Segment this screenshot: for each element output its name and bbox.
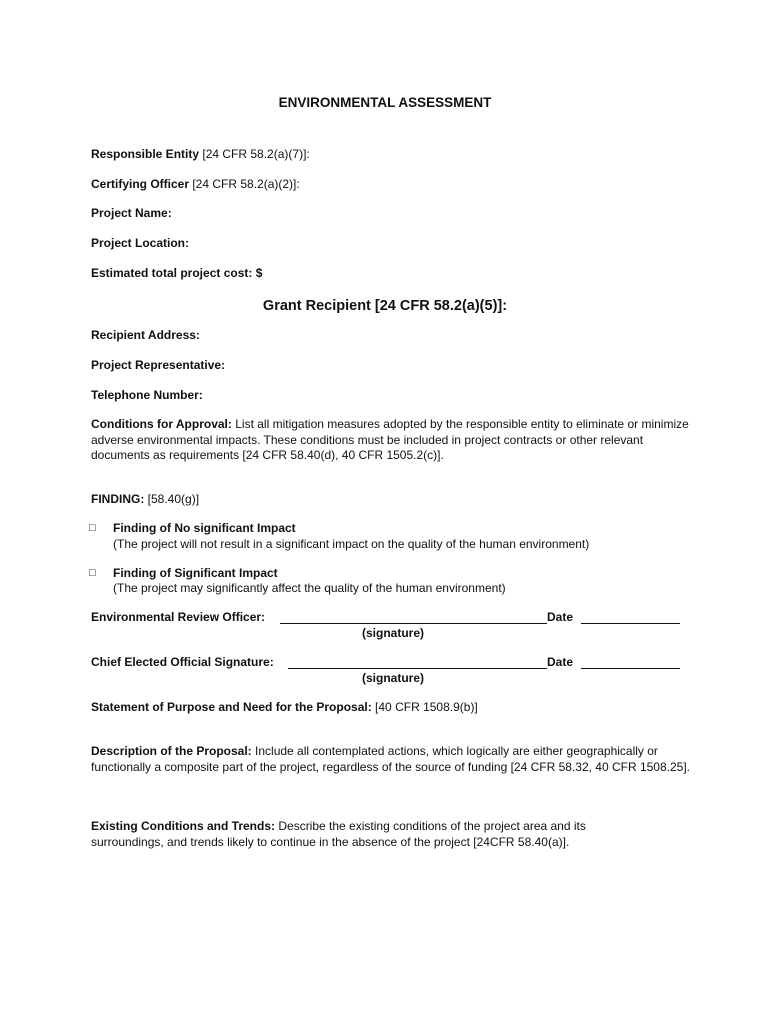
document-title: ENVIRONMENTAL ASSESSMENT: [278, 95, 492, 110]
existing-label: Existing Conditions and Trends:: [91, 819, 276, 833]
grant-recipient-heading: Grant Recipient [24 CFR 58.2(a)(5)]:: [262, 298, 508, 314]
field-label: Estimated total project cost: $: [91, 266, 263, 280]
checkbox-no-significant-impact[interactable]: □: [89, 522, 96, 534]
date-label-text: Date: [547, 610, 574, 624]
field-recipient-address: [91, 328, 200, 343]
finding-option-description: (The project will not result in a significant impact on the quality of the human environment): [113, 537, 590, 551]
field-project-representative: [91, 358, 225, 373]
purpose-reference: [40 CFR 1508.9(b)]: [371, 700, 478, 714]
conditions-label: Conditions for Approval:: [91, 417, 232, 431]
checkbox-significant-impact[interactable]: □: [89, 567, 96, 579]
statement-of-purpose: [91, 700, 478, 715]
env-review-officer-label: [91, 610, 265, 625]
signature-caption-text: (signature): [362, 671, 425, 685]
env-review-officer-signature-line[interactable]: [280, 623, 547, 624]
description-text: Include all contemplated actions, which logically are either geographically or functionally a composite part of the project, regardless of the source of funding [24 CFR 58.32, 40 CFR 1508.25].: [91, 744, 691, 774]
signature-caption: [362, 626, 424, 641]
date-label: [547, 655, 573, 670]
chief-official-signature-line[interactable]: [288, 668, 547, 669]
finding-option-title-text: Finding of Significant Impact: [113, 566, 278, 580]
description-of-proposal: [91, 744, 691, 775]
field-label: Certifying Officer: [91, 177, 190, 191]
signature-label-text: Chief Elected Official Signature:: [91, 655, 274, 669]
chief-official-label: [91, 655, 274, 670]
signature-caption: [362, 671, 424, 686]
finding-label: FINDING:: [91, 492, 145, 506]
signature-caption-text: (signature): [362, 626, 425, 640]
date-label-text: Date: [547, 655, 574, 669]
description-label: Description of the Proposal:: [91, 744, 252, 758]
finding-option-title: [113, 521, 296, 536]
finding-option-title-text: Finding of No significant Impact: [113, 521, 296, 535]
field-telephone-number: [91, 388, 203, 403]
field-label: Project Name:: [91, 206, 172, 220]
finding-option-description: (The project may significantly affect the quality of the human environment): [113, 581, 506, 595]
date-label: [547, 610, 573, 625]
field-project-name: [91, 206, 172, 221]
env-review-officer-date-line[interactable]: [581, 623, 680, 624]
conditions-for-approval: [91, 417, 691, 464]
field-project-location: [91, 236, 189, 251]
chief-official-date-line[interactable]: [581, 668, 680, 669]
field-label: Recipient Address:: [91, 328, 200, 342]
signature-label-text: Environmental Review Officer:: [91, 610, 266, 624]
existing-text: Describe the existing conditions of the project area and its surroundings, and trends likely to continue in the absence of the project [24CFR 58.40(a)].: [91, 819, 586, 849]
field-reference: [24 CFR 58.2(a)(2)]:: [189, 177, 300, 191]
field-responsible-entity: [91, 147, 310, 162]
field-label: Project Location:: [91, 236, 190, 250]
field-estimated-cost: [91, 266, 262, 281]
finding-heading: [91, 492, 199, 507]
field-certifying-officer: [91, 177, 300, 192]
field-label: Responsible Entity: [91, 147, 200, 161]
conditions-text: List all mitigation measures adopted by the responsible entity to eliminate or minimize adverse environmental impacts. These conditions must be included in project contracts or other relevant documents as requirements [24 CFR 58.40(d), 40 CFR 1505.2(c)].: [91, 417, 689, 462]
finding-reference: [58.40(g)]: [144, 492, 200, 506]
purpose-label: Statement of Purpose and Need for the Proposal:: [91, 700, 372, 714]
existing-conditions-and-trends: [91, 819, 651, 850]
field-label: Telephone Number:: [91, 388, 203, 402]
finding-option-title: [113, 566, 278, 581]
field-reference: [24 CFR 58.2(a)(7)]:: [199, 147, 310, 161]
field-label: Project Representative:: [91, 358, 226, 372]
